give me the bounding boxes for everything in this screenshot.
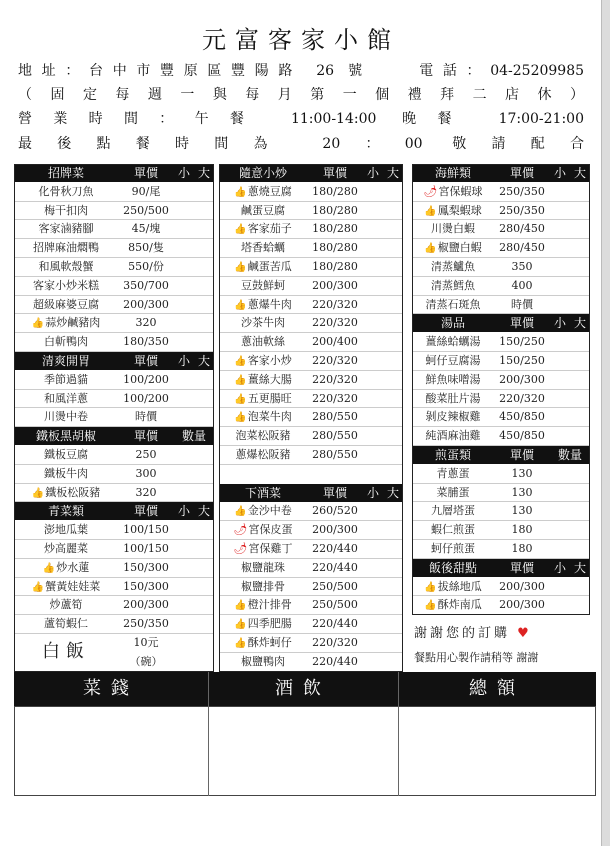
menu-item-price: 220/320: [312, 316, 358, 330]
menu-item-price: 180/280: [312, 241, 358, 255]
small-header: 小: [363, 484, 383, 502]
menu-item-label: 蔥油軟絲: [241, 335, 285, 349]
menu-item-price: 100/150: [123, 542, 169, 555]
cooking-note: 餐點用心製作請稍等 謝謝: [414, 651, 539, 665]
menu-item-label: 薑絲蛤蠣湯: [425, 335, 481, 349]
menu-item-label: 青蔥蛋: [436, 466, 470, 480]
menu-item-price: 300: [135, 466, 157, 480]
menu-item-label: 鐵板松阪豬: [45, 485, 101, 499]
thumbs-up-icon: 👍: [234, 224, 247, 236]
menu-item-price: 550/份: [128, 260, 164, 273]
menu-item-price: 400: [511, 278, 533, 292]
price-header: 單價: [494, 314, 550, 332]
thumbs-up-icon: 👍: [31, 487, 45, 499]
menu-item-label: 蒜炒鹹豬肉: [45, 316, 101, 330]
menu-item-price: 時價: [135, 410, 157, 424]
menu-item-price: 280/550: [312, 448, 358, 461]
menu-item-price: 200/300: [499, 579, 545, 593]
small-header: 小: [174, 164, 194, 182]
price-header: 單價: [494, 446, 550, 464]
thumbs-up-icon: 👍: [31, 318, 45, 330]
menu-item-label: 鐵板豆腐: [44, 448, 88, 461]
thumbs-up-icon: 👍: [234, 299, 247, 311]
menu-item-price: 90/尾: [131, 184, 161, 198]
menu-item-price: 250/500: [312, 579, 358, 593]
menu-item-label: 剝皮辣椒雞: [425, 410, 481, 424]
menu-item-label: 塔香蛤蠣: [241, 241, 285, 255]
menu-item-price: 200/300: [123, 297, 169, 311]
price-header: 單價: [118, 352, 174, 370]
menu-item-label: 椒鹽鴨肉: [241, 654, 285, 668]
menu-item-price: 250/350: [499, 184, 545, 198]
menu-item-price: 130: [511, 485, 533, 499]
chili-icon: 🌶: [233, 542, 248, 555]
menu-item-price: 180/280: [312, 260, 358, 273]
menu-item-price: 850/隻: [128, 241, 164, 255]
menu-item-price: 320: [135, 316, 157, 330]
menu-item-price: 250/350: [499, 203, 545, 217]
menu-item-price: 100/200: [123, 372, 169, 386]
phone: 電話：04-25209985: [419, 63, 584, 79]
menu-item-label: 橙汁排骨: [247, 598, 292, 612]
menu-item-label: 客家小炒米糕: [33, 278, 99, 292]
thumbs-up-icon: 👍: [234, 393, 247, 405]
totals-write-area: [14, 706, 596, 796]
section-title-egg: 煎蛋類: [412, 446, 494, 464]
menu-item-label: 客家小炒: [247, 354, 292, 367]
address-phone-line: [18, 60, 584, 80]
large-header: 大: [194, 164, 214, 182]
thumbs-up-icon: 👍: [31, 581, 45, 593]
menu-item-price: 200/300: [312, 278, 358, 292]
menu-item-price: 250: [135, 448, 157, 461]
menu-item-price: 時價: [511, 297, 533, 311]
menu-item-label: 炒蘆筍: [49, 598, 83, 612]
menu-item-price: 320: [135, 485, 157, 499]
menu-item-label: 鹹蛋豆腐: [241, 203, 285, 217]
menu-item-price: 150/300: [123, 560, 169, 574]
menu-item-price: 220/320: [499, 391, 545, 405]
menu-item-label: 蔥爆松阪豬: [235, 448, 291, 461]
small-header: 小: [174, 502, 194, 520]
menu-item-label: 鹹蛋苦瓜: [247, 260, 292, 273]
menu-item-price: 450/850: [499, 410, 545, 424]
large-header: 大: [570, 314, 590, 332]
menu-item-label: 化骨秋刀魚: [38, 184, 94, 198]
menu-item-price: 150/250: [499, 354, 545, 367]
totals-divider-1: [208, 672, 209, 796]
menu-item-label: 九層塔蛋: [431, 504, 475, 518]
menu-item-label: 蔥爆牛肉: [247, 297, 292, 311]
grand-total-label: 總額: [469, 678, 525, 699]
menu-item-price: 250/500: [123, 203, 169, 217]
menu-item-label: 五更腸旺: [247, 391, 292, 405]
menu-item-price: 220/440: [312, 560, 358, 574]
menu-item-price: 200/300: [312, 523, 358, 537]
column-frame-3: [412, 164, 590, 615]
thumbs-up-icon: 👍: [424, 243, 437, 255]
menu-item-price: 180/280: [312, 184, 358, 198]
large-header: 大: [570, 164, 590, 182]
closed-days: （固定每週一與每月第一個禮拜二店休）: [18, 87, 584, 103]
thumbs-up-icon: 👍: [234, 600, 247, 612]
menu-item-label: 薑絲大腸: [247, 372, 292, 386]
menu-item-label: 澎地瓜葉: [44, 523, 88, 537]
price-header: 單價: [118, 427, 174, 445]
thumbs-up-icon: 👍: [424, 581, 437, 593]
section-title-veg: 青菜類: [14, 502, 118, 520]
menu-item-price: 260/520: [312, 504, 358, 518]
large-header: 大: [194, 502, 214, 520]
last-order-notice: 最後點餐時間為 20：00 敬請配合: [18, 136, 584, 152]
qty-header: 數量: [174, 427, 214, 445]
menu-item-label: 四季肥腸: [247, 617, 292, 631]
menu-item-price: 100/200: [123, 391, 169, 405]
menu-item-price: 250/500: [312, 598, 358, 612]
large-header: 大: [570, 559, 590, 577]
price-header: 單價: [307, 164, 363, 182]
menu-item-label: 宮保蝦球: [438, 184, 483, 198]
menu-item-price: 200/300: [499, 598, 545, 612]
menu-item-label: 宮保皮蛋: [248, 523, 293, 537]
menu-item-price: 150/300: [123, 579, 169, 593]
menu-item-label: 蚵仔煎蛋: [431, 542, 475, 555]
section-title-iron: 鐵板黑胡椒: [14, 427, 118, 445]
section-title-dessert: 飯後甜點: [412, 559, 494, 577]
menu-item-price: 450/850: [499, 429, 545, 443]
menu-item-price: 200/400: [312, 335, 358, 349]
menu-item-label: 蚵仔豆腐湯: [425, 354, 481, 367]
rice-label: 白飯: [42, 641, 90, 662]
qty-header: 數量: [550, 446, 590, 464]
heart-icon: ♥: [510, 626, 532, 642]
menu-item-label: 蟹黃娃娃菜: [45, 579, 101, 593]
menu-item-label: 宮保雞丁: [248, 542, 293, 555]
menu-item-label: 蘆筍蝦仁: [44, 617, 88, 631]
menu-item-price: 180: [511, 542, 533, 555]
menu-item-label: 純酒麻油雞: [425, 429, 481, 443]
menu-item-price: 220/320: [312, 636, 358, 649]
thumbs-up-icon: 👍: [424, 205, 437, 217]
menu-item-label: 白斬鴨肉: [44, 335, 88, 349]
menu-item-price: 220/440: [312, 617, 358, 631]
menu-item-label: 鳳梨蝦球: [437, 203, 482, 217]
menu-item-label: 酥炸南瓜: [437, 598, 482, 612]
section-title-wine: 下酒菜: [219, 484, 307, 502]
menu-item-price: 150/250: [499, 335, 545, 349]
menu-item-label: 季節過貓: [44, 372, 88, 386]
large-header: 大: [194, 352, 214, 370]
menu-item-label: 豆鼓鮮蚵: [241, 278, 285, 292]
menu-item-label: 鮮魚味噌湯: [425, 372, 481, 386]
column-frame-2: [219, 164, 403, 672]
thumbs-up-icon: 👍: [234, 262, 247, 273]
price-header: 單價: [118, 502, 174, 520]
small-header: 小: [550, 559, 570, 577]
menu-item-price: 280/550: [312, 410, 358, 424]
menu-item-label: 和風軟殼蟹: [38, 260, 94, 273]
menu-item-label: 椒鹽龍珠: [241, 560, 285, 574]
small-header: 小: [174, 352, 194, 370]
thumbs-up-icon: 👍: [234, 186, 247, 198]
chili-icon: 🌶: [233, 523, 248, 537]
menu-item-label: 客家茄子: [247, 222, 292, 236]
drinks-total-label: 酒飲: [275, 678, 331, 699]
menu-item-label: 沙茶牛肉: [241, 316, 285, 330]
small-header: 小: [550, 314, 570, 332]
menu-item-price: 350/700: [123, 278, 169, 292]
menu-item-label: 蔥燒豆腐: [247, 184, 292, 198]
menu-item-label: 客家滷豬腳: [38, 222, 94, 236]
menu-item-label: 椒鹽白蝦: [437, 241, 482, 255]
menu-item-label: 酸菜肚片湯: [425, 391, 481, 405]
menu-item-price: 200/300: [499, 372, 545, 386]
large-header: 大: [383, 484, 403, 502]
menu-item-label: 蝦仁煎蛋: [431, 523, 475, 537]
menu-item-price: 220/440: [312, 654, 358, 668]
totals-divider-2: [398, 672, 399, 796]
dishes-total-label: 菜錢: [83, 678, 139, 699]
menu-item-label: 清蒸鱈魚: [431, 278, 475, 292]
thumbs-up-icon: 👍: [234, 506, 247, 518]
menu-item-price: 280/550: [312, 429, 358, 443]
price-header: 單價: [494, 164, 550, 182]
thumbs-up-icon: 👍: [234, 356, 247, 367]
section-title-soup: 湯品: [412, 314, 494, 332]
section-title-fresh: 清爽開胃: [14, 352, 118, 370]
section-title-seafood: 海鮮類: [412, 164, 494, 182]
thumbs-up-icon: 👍: [234, 412, 247, 424]
menu-item-price: 130: [511, 504, 533, 518]
price-header: 單價: [307, 484, 363, 502]
menu-item-label: 炒水蓮: [56, 560, 90, 574]
business-hours: 營業時間：午餐 11:00-14:00 晚餐 17:00-21:00: [18, 111, 584, 127]
menu-item-price: 250/350: [123, 617, 169, 631]
address: 地址：台中市豐原區豐陽路 26 號: [18, 63, 372, 79]
section-title-signature: 招牌菜: [14, 164, 118, 182]
menu-item-label: 清蒸石斑魚: [425, 297, 481, 311]
menu-item-price: 180: [511, 523, 533, 537]
menu-item-label: 菜脯蛋: [436, 485, 470, 499]
thanks-message: [414, 623, 590, 645]
thanks-text: 謝謝您的訂購: [414, 626, 511, 642]
menu-item-price: 220/320: [312, 354, 358, 367]
menu-item-label: 清蒸鱸魚: [431, 260, 475, 273]
menu-item-label: 和風洋蔥: [44, 391, 88, 405]
thumbs-up-icon: 👍: [234, 374, 247, 386]
menu-item-price: 180/280: [312, 203, 358, 217]
menu-item-label: 鐵板牛肉: [44, 466, 88, 480]
rice-price: 10元: [133, 636, 159, 649]
menu-item-label: 泡菜松阪豬: [235, 429, 291, 443]
menu-item-price: 280/450: [499, 241, 545, 255]
menu-item-price: 220/320: [312, 391, 358, 405]
menu-item-price: 180/280: [312, 222, 358, 236]
restaurant-title: 元富客家小館: [202, 26, 400, 54]
chili-icon: 🌶: [423, 184, 438, 198]
menu-item-price: 130: [511, 466, 533, 480]
menu-item-label: 梅干扣肉: [44, 203, 88, 217]
thumbs-up-icon: 👍: [424, 600, 437, 612]
menu-item-price: 280/450: [499, 222, 545, 236]
menu-item-label: 超級麻婆豆腐: [33, 297, 99, 311]
thumbs-up-icon: 👍: [234, 638, 247, 649]
thumbs-up-icon: 👍: [42, 562, 56, 574]
menu-item-label: 招牌麻油燜鴨: [33, 241, 99, 255]
menu-item-label: 金沙中卷: [247, 504, 292, 518]
menu-item-price: 180/350: [123, 335, 169, 349]
menu-item-price: 220/320: [312, 297, 358, 311]
column-frame-1: [14, 164, 214, 672]
menu-item-price: 350: [511, 260, 533, 273]
menu-item-label: 椒鹽排骨: [241, 579, 285, 593]
menu-item-label: 酥炸蚵仔: [247, 636, 292, 649]
rice-unit: （碗）: [129, 654, 163, 668]
menu-item-price: 45/塊: [131, 222, 161, 236]
menu-item-label: 炒高麗菜: [44, 542, 88, 555]
price-header: 單價: [494, 559, 550, 577]
price-header: 單價: [118, 164, 174, 182]
small-header: 小: [550, 164, 570, 182]
thumbs-up-icon: 👍: [234, 619, 247, 631]
large-header: 大: [383, 164, 403, 182]
section-title-stirfry: 隨意小炒: [219, 164, 307, 182]
menu-item-price: 100/150: [123, 523, 169, 537]
menu-item-price: 220/320: [312, 372, 358, 386]
menu-item-label: 川燙白蝦: [431, 222, 475, 236]
menu-item-label: 拔絲地瓜: [437, 579, 482, 593]
small-header: 小: [363, 164, 383, 182]
menu-item-label: 川燙中卷: [44, 410, 88, 424]
menu-item-label: 泡菜牛肉: [247, 410, 292, 424]
menu-item-price: 200/300: [123, 598, 169, 612]
menu-item-price: 220/440: [312, 542, 358, 555]
